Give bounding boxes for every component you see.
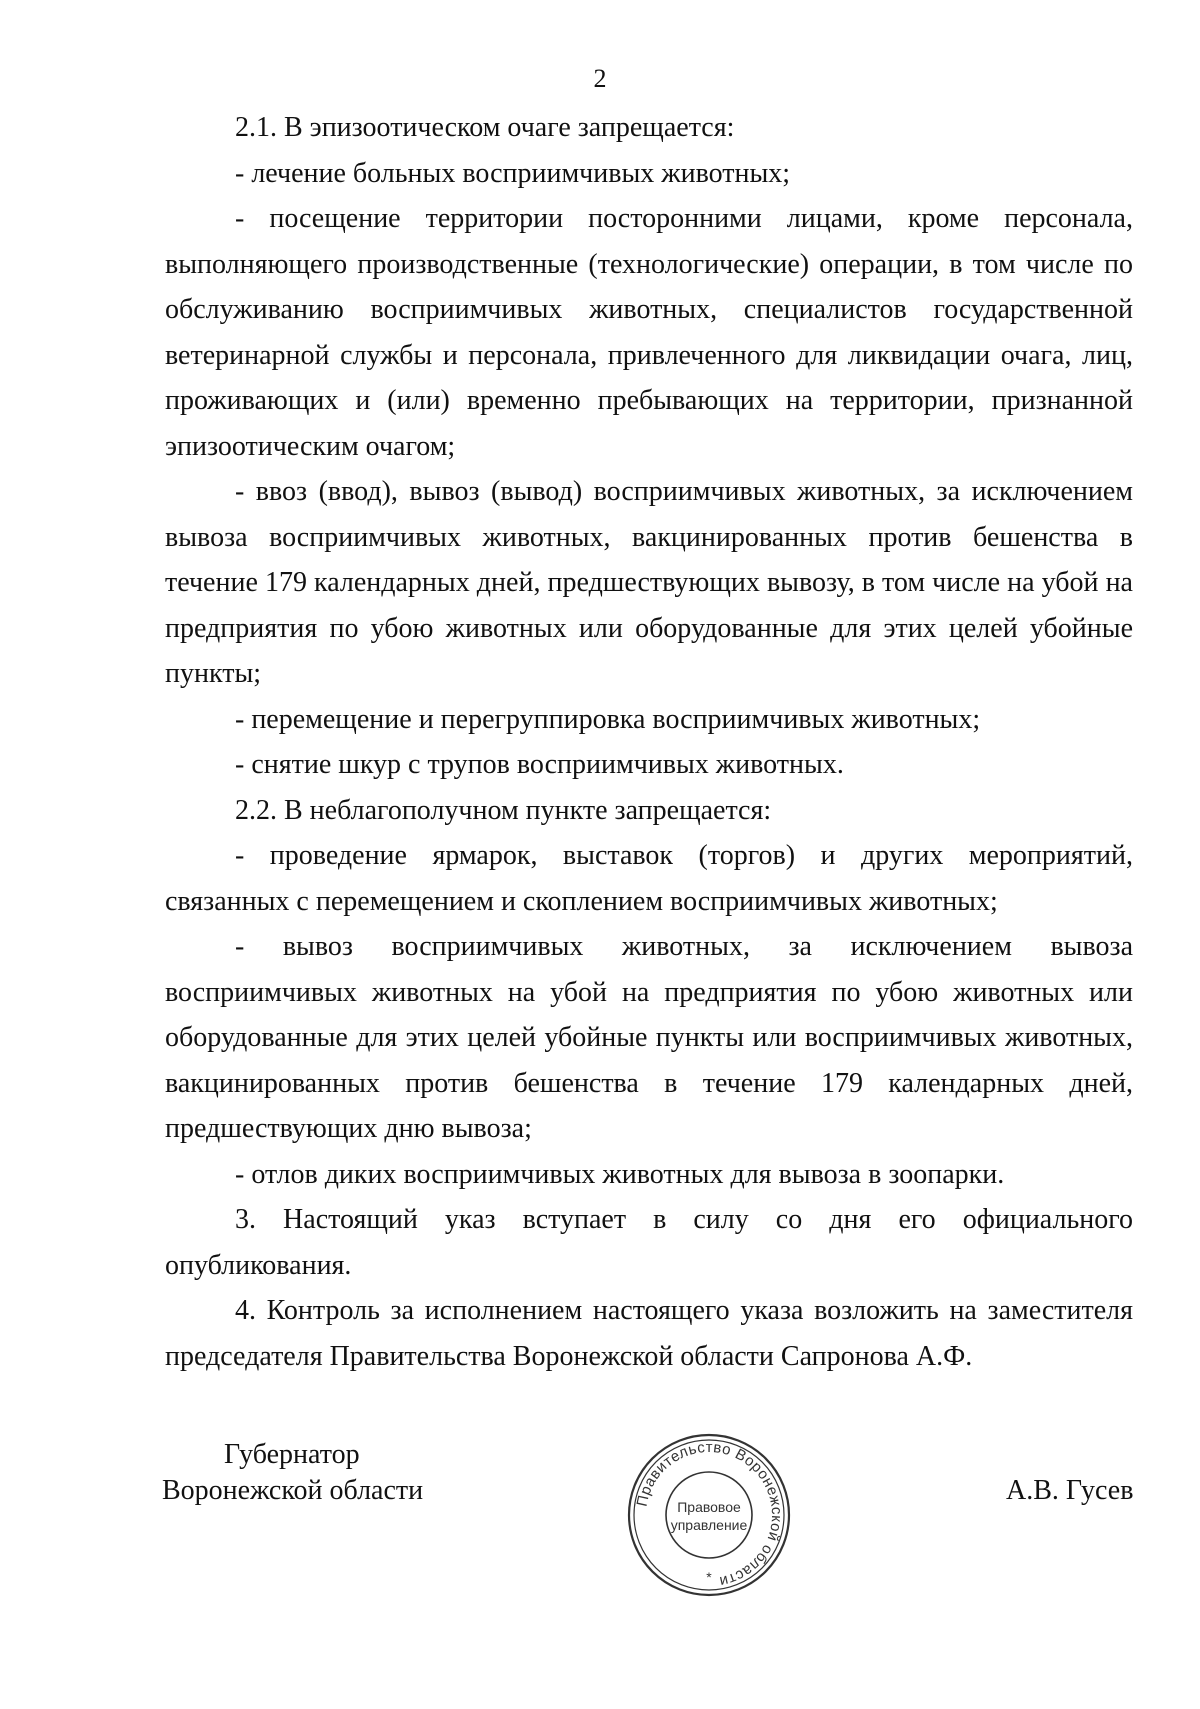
signatory-name: А.В. Гусев bbox=[1006, 1475, 1134, 1506]
list-item: - вывоз восприимчивых животных, за исключением вывоза восприимчивых животных на убой на предприятия по убою животных или оборудованные для этих целей убойные пункты или восприимчивых животных, вакцинированных против бешенства в течение 179 календарных дней, предшествующих дню вывоза; bbox=[165, 931, 1133, 1144]
stamp-star: * bbox=[706, 1569, 712, 1585]
list-item: - отлов диких восприимчивых животных для вывоза в зоопарки. bbox=[235, 1158, 1005, 1190]
paragraph-4: 4. Контроль за исполнением настоящего указа возложить на заместителя председателя Правительства Воронежской области Сапронова А.Ф. bbox=[165, 1295, 1133, 1372]
list-item: - снятие шкур с трупов восприимчивых животных. bbox=[235, 749, 844, 780]
official-stamp bbox=[624, 1430, 794, 1600]
stamp-inner-line-1: Правовое bbox=[677, 1499, 741, 1515]
list-item: - перемещение и перегруппировка восприимчивых животных; bbox=[235, 703, 981, 735]
paragraph-2-2: 2.2. В неблагополучном пункте запрещается: bbox=[235, 794, 772, 826]
paragraph-3: 3. Настоящий указ вступает в силу со дня его официального опубликования. bbox=[165, 1204, 1133, 1281]
stamp-inner-ring bbox=[666, 1472, 752, 1558]
position-line-2: Воронежской области bbox=[162, 1475, 424, 1506]
stamp-outer-text: Правительство Воронежской области bbox=[633, 1438, 786, 1591]
signatory-position bbox=[162, 1437, 423, 1509]
position-line-1: Губернатор bbox=[224, 1439, 360, 1470]
list-item: - посещение территории посторонними лицами, кроме персонала, выполняющего производственные (технологические) операции, в том числе по обслуживанию восприимчивых животных, специалистов государственной ветеринарной службы и персонала, привлеченного для ликвидации очага, лиц, проживающих и (или) временно пребывающих на территории, признанной эпизоотическим очагом; bbox=[165, 203, 1133, 462]
list-item: - проведение ярмарок, выставок (торгов) и других мероприятий, связанных с перемещением и скоплением восприимчивых животных; bbox=[165, 840, 1133, 917]
list-item: - ввоз (ввод), вывоз (вывод) восприимчивых животных, за исключением вывоза восприимчивых животных, вакцинированных против бешенства в течение 179 календарных дней, предшествующих вывозу, в том числе на убой на предприятия по убою животных или оборудованные для этих целей убойные пункты; bbox=[165, 476, 1133, 689]
page-number: 2 bbox=[593, 64, 607, 93]
stamp-inner-line-2: управление bbox=[670, 1517, 748, 1533]
list-item: - лечение больных восприимчивых животных; bbox=[235, 157, 791, 189]
paragraph-2-1: 2.1. В эпизоотическом очаге запрещается: bbox=[235, 112, 735, 143]
document-body bbox=[165, 105, 1133, 1379]
